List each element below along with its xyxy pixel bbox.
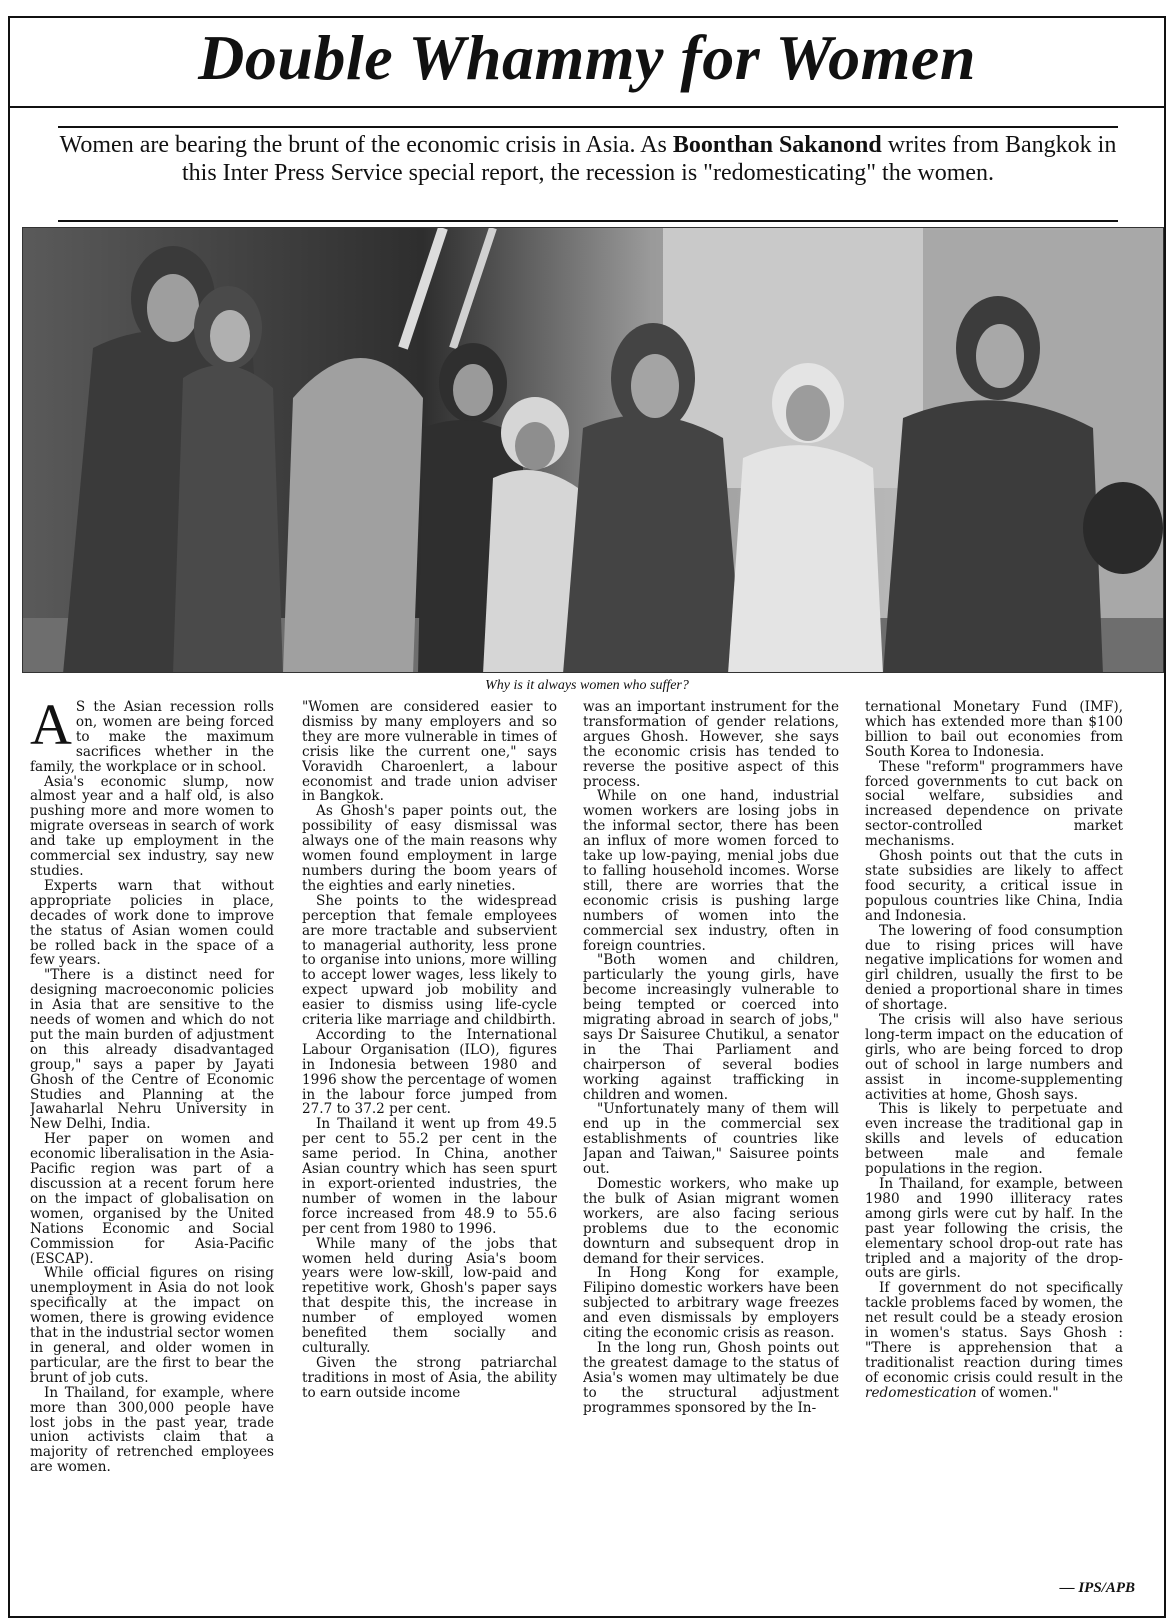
- rule-divider: [58, 126, 1118, 128]
- paragraph: In Hong Kong for example, Filipino domestic workers have been subjected to arbitrary wage freezes and even dismissals by employers citing the economic crisis as reason.: [583, 1265, 839, 1342]
- standfirst-text: Women are bearing the brunt of the economic crisis in Asia. As: [59, 132, 673, 158]
- author-name: Boonthan Sakanond: [672, 132, 882, 158]
- paragraph: Her paper on women and economic liberalisation in the Asia-Pacific region was part of a discussion at a recent forum here on the impact of globalisation on women, organised by the United Nations Economic and Social Commission for Asia-Pacific (ESCAP).: [30, 1131, 274, 1267]
- source-credit: — IPS/APB: [1059, 1580, 1135, 1596]
- article-column-3: [583, 700, 839, 1605]
- paragraph: While many of the jobs that women held during Asia's boom years were low-skill, low-paid and repetitive work, Ghosh's paper says that despite this, the increase in number of employed women benefited them socially and culturally.: [302, 1235, 557, 1356]
- article-column-1: [30, 700, 274, 1605]
- paragraph: The lowering of food consumption due to rising prices will have negative implications for women and girl children, usually the first to be denied a proportional share in times of shortage.: [865, 922, 1123, 1014]
- news-photo: [22, 227, 1164, 673]
- headline: Double Whammy for Women: [198, 22, 976, 93]
- paragraph: [30, 700, 274, 775]
- photo-caption: Why is it always women who suffer?: [485, 678, 689, 693]
- paragraph: was an important instrument for the transformation of gender relations, argues Ghosh. However, she says the economic crisis has tended to reverse the positive aspect of this process.: [583, 700, 839, 790]
- paragraph: She points to the widespread perception that female employees are more tractable and subservient to managerial authority, less prone to organise into unions, more willing to accept lower wages, less likely to expect upward job mobility and easier to dismiss using life-cycle criteria like marriage and childbirth.: [302, 892, 557, 1029]
- paragraph: ternational Monetary Fund (IMF), which has extended more than $100 billion to bail out economies from South Korea to Indonesia.: [865, 700, 1123, 760]
- article-body: [30, 700, 1155, 1605]
- paragraph: "There is a distinct need for designing macroeconomic policies in Asia that are sensitive to the needs of women and which do not put the main burden of adjustment on this already disadvantaged group," says a paper by Jayati Ghosh of the Centre of Economic Studies and Planning at the Jawaharlal Nehru University in New Delhi, India.: [30, 967, 274, 1133]
- top-page-strip: [8, 2, 1166, 16]
- paragraph: "Women are considered easier to dismiss by many employers and so they are more vulnerable in times of crisis like the current one," says Voravidh Charoenlert, a labour economist and trade union adviser in Bangkok.: [302, 700, 557, 805]
- paragraph: "Unfortunately many of them will end up in the commercial sex establishments of countries like Japan and Taiwan," Saisuree points out.: [583, 1101, 839, 1178]
- paragraph: "Both women and children, particularly the young girls, have become increasingly vulnerable to being tempted or coerced into migrating abroad in search of jobs," says Dr Saisuree Chutikul, a senator in the Thai Parliament and chairperson of several bodies working against trafficking in children and women.: [583, 952, 839, 1103]
- paragraph: In the long run, Ghosh points out the greatest damage to the status of Asia's women may ultimately be due to the structural adjustment programmes sponsored by the In-: [583, 1339, 839, 1416]
- paragraph: Experts warn that without appropriate policies in place, decades of work done to improve the status of Asian women could be rolled back in the space of a few years.: [30, 877, 274, 969]
- paragraph: The crisis will also have serious long-term impact on the education of girls, who are being forced to drop out of school in large numbers and assist in income-supplementing activities at home, Ghosh says.: [865, 1012, 1123, 1103]
- paragraph: In Thailand, for example, between 1980 and 1990 illiteracy rates among girls were cut by half. In the past year following the crisis, the elementary school drop-out rate has tripled and a majority of the drop-outs are girls.: [865, 1176, 1123, 1282]
- rule-divider: [58, 220, 1118, 222]
- article-column-2: [302, 700, 557, 1605]
- drop-cap: A: [30, 700, 72, 757]
- article-column-4: [865, 700, 1123, 1605]
- paragraph: This is likely to perpetuate and even increase the traditional gap in skills and levels of education between male and female populations in the region.: [865, 1101, 1123, 1178]
- paragraph: Ghosh points out that the cuts in state subsidies are likely to affect food security, a critical issue in populous countries like China, India and Indonesia.: [865, 848, 1123, 924]
- photo-illustration: [23, 228, 1164, 673]
- standfirst: [58, 131, 1118, 187]
- paragraph: While on one hand, industrial women workers are losing jobs in the informal sector, there has been an influx of more women forced to take up low-paying, menial jobs due to falling household incomes. Worse still, there are worries that the economic crisis is pushing large numbers of women into the commercial sex industry, often in foreign countries.: [583, 788, 839, 954]
- paragraph-text: If government do not specifically tackle problems faced by women, the net result could be a steady erosion in women's status. Says Ghosh : "There is apprehension that a traditionalist reaction during times of economic crisis could result in the: [865, 1280, 1123, 1386]
- paragraph: As Ghosh's paper points out, the possibility of easy dismissal was always one of the main reasons why women found employment in large numbers during the boom years of the eighties and early nineties.: [302, 803, 557, 894]
- paragraph: Domestic workers, who make up the bulk of Asian migrant women workers, are also facing serious problems due to the economic downturn and subsequent drop in demand for their services.: [583, 1176, 839, 1267]
- paragraph: Given the strong patriarchal traditions in most of Asia, the ability to earn outside income: [302, 1354, 557, 1401]
- paragraph: According to the International Labour Organisation (ILO), figures in Indonesia between 1980 and 1996 show the percentage of women in the labour force jumped from 27.7 to 37.2 per cent.: [302, 1026, 557, 1118]
- paragraph: In Thailand it went up from 49.5 per cent to 55.2 per cent in the same period. In China, another Asian country which has seen spurt in export-oriented industries, the number of women in the labour force increased from 48.9 to 55.6 per cent from 1980 to 1996.: [302, 1116, 557, 1237]
- paragraph: Asia's economic slump, now almost year and a half old, is also pushing more and more women to migrate overseas in search of work and take up employment in the commercial sex industry, say new studies.: [30, 773, 274, 879]
- paragraph: [865, 1281, 1123, 1400]
- paragraph-text: S the Asian recession rolls on, women are being forced to make the maximum sacrifices whether in the family, the workplace or in school.: [30, 700, 274, 775]
- paragraph: In Thailand, for example, where more than 300,000 people have lost jobs in the past year, trade union activists claim that a majority of retrenched employees are women.: [30, 1384, 274, 1476]
- rule-divider: [10, 106, 1164, 108]
- paragraph: While official figures on rising unemployment in Asia do not look specifically at the impact on women, there is growing evidence that in the industrial sector women in general, and older women in particular, are the first to bear the brunt of job cuts.: [30, 1265, 274, 1386]
- emphasis-text: redomestication: [865, 1384, 977, 1401]
- paragraph-text: of women.": [976, 1384, 1059, 1401]
- standfirst-text: writes from Bangkok in this Inter Press Service special report, the recession is "redomesticating" the women.: [181, 132, 1117, 186]
- paragraph: These "reform" programmers have forced governments to cut back on social welfare, subsidies and increased dependence on private sector-controlled market mechanisms.: [865, 758, 1123, 850]
